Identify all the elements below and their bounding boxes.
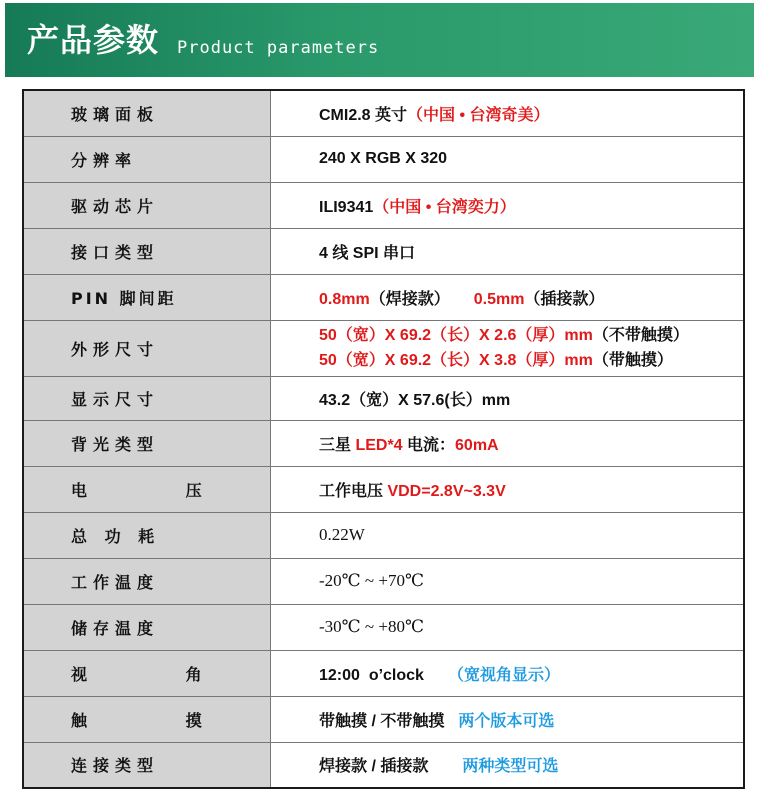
value-interface: 4 线 SPI 串口 (271, 228, 745, 274)
value-note: （宽视角显示） (447, 666, 560, 684)
label-resolution: 分辨率 (23, 136, 271, 182)
label-backlight: 背光类型 (23, 420, 271, 466)
value-connection-type (271, 742, 745, 788)
value-text: 12:00 o’clock (319, 666, 424, 684)
spec-table (22, 89, 745, 789)
value-note: （中国 • 台湾奇美） (407, 106, 550, 124)
label-storage-temp: 储存温度 (23, 604, 271, 650)
value-text: 0.8mm (319, 290, 370, 308)
label-dimensions: 外形尺寸 (23, 320, 271, 376)
label-connection-type: 连接类型 (23, 742, 271, 788)
header-banner (5, 3, 754, 77)
label-text: 视 角 (71, 664, 208, 684)
table-row (23, 512, 744, 558)
value-note: （插接款） (524, 290, 605, 308)
table-row (23, 376, 744, 420)
title-en: Product parameters (177, 38, 380, 58)
value-resolution: 240 X RGB X 320 (271, 136, 745, 182)
value-operating-temp: -20℃ ~ +70℃ (271, 558, 745, 604)
dim-no-touch: 50（宽）X 69.2（长）X 2.6（厚）mm (319, 327, 593, 344)
label-power (23, 512, 271, 558)
dim-touch: 50（宽）X 69.2（长）X 3.8（厚）mm (319, 352, 593, 369)
table-row (23, 604, 744, 650)
label-glass-panel: 玻璃面板 (23, 90, 271, 136)
dim-touch-note: （带触摸） (592, 352, 673, 369)
table-row (23, 320, 744, 376)
label-interface: 接口类型 (23, 228, 271, 274)
table-row (23, 742, 744, 788)
value-text: 三星 (319, 436, 356, 454)
table-row (23, 274, 744, 320)
value-voltage (271, 466, 745, 512)
value-current: 60mA (455, 436, 499, 454)
label-pin-pitch: PIN 脚间距 (23, 274, 271, 320)
value-touch (271, 696, 745, 742)
value-led: LED*4 (355, 436, 403, 454)
table-row (23, 90, 744, 136)
value-driver-chip (271, 182, 745, 228)
label-viewing-angle (23, 650, 271, 696)
value-glass-panel (271, 90, 745, 136)
value-note: 两个版本可选 (458, 712, 555, 730)
label-voltage (23, 466, 271, 512)
dim-no-touch-note: （不带触摸） (592, 327, 689, 344)
value-storage-temp: -30℃ ~ +80℃ (271, 604, 745, 650)
value-text: 0.5mm (473, 290, 525, 308)
table-row (23, 466, 744, 512)
value-text: CMI2.8 英寸 (319, 106, 408, 124)
value-backlight (271, 420, 745, 466)
value-power: 0.22W (271, 512, 745, 558)
label-operating-temp: 工作温度 (23, 558, 271, 604)
label-text: 电 压 (71, 480, 208, 500)
value-text: 工作电压 (319, 482, 388, 500)
value-text: 焊接款 / 插接款 (319, 758, 429, 776)
label-display-size: 显示尺寸 (23, 376, 271, 420)
table-row (23, 650, 744, 696)
value-pin-pitch (271, 274, 745, 320)
table-row (23, 558, 744, 604)
value-text: 电流： (402, 436, 456, 454)
table-row (23, 228, 744, 274)
value-display-size: 43.2（宽）X 57.6(长）mm (271, 376, 745, 420)
label-touch (23, 696, 271, 742)
table-row (23, 420, 744, 466)
value-note: 两种类型可选 (462, 758, 559, 776)
value-vdd: VDD=2.8V~3.3V (387, 482, 506, 500)
label-text: 触 摸 (71, 710, 208, 730)
value-note: （中国 • 台湾奕力） (373, 198, 516, 216)
table-row (23, 696, 744, 742)
label-driver-chip: 驱动芯片 (23, 182, 271, 228)
value-viewing-angle (271, 650, 745, 696)
value-dimensions (271, 320, 745, 376)
label-text: 总 功 耗 (71, 526, 161, 546)
table-row (23, 182, 744, 228)
value-text: ILI9341 (319, 198, 374, 216)
value-text: 带触摸 / 不带触摸 (319, 712, 445, 730)
title-cn: 产品参数 (27, 21, 160, 59)
table-row (23, 136, 744, 182)
value-note: （焊接款） (369, 290, 450, 308)
